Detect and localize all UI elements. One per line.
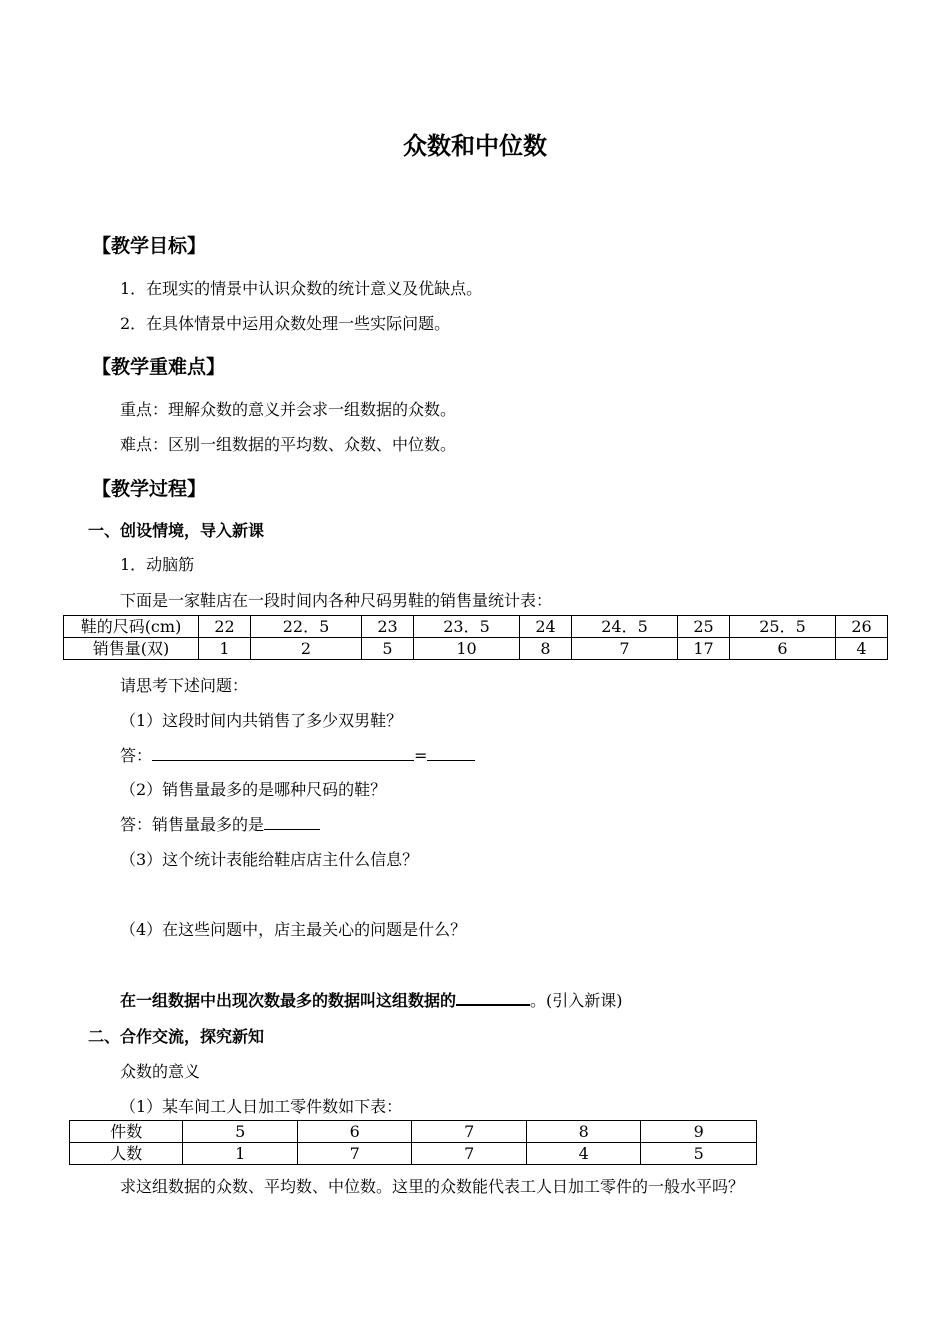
table-cell: 7: [412, 1121, 527, 1143]
part2-subheading: 众数的意义: [120, 1062, 201, 1081]
table-cell: 17: [678, 638, 730, 660]
table-cell: 1: [183, 1143, 298, 1165]
definition-line: [120, 988, 623, 1011]
answer-1-prefix: 答：: [120, 746, 153, 765]
table-cell: 5: [641, 1143, 757, 1165]
workshop-parts-table: [69, 1120, 757, 1165]
objective-item-1: 1．在现实的情景中认识众数的统计意义及优缺点。: [120, 279, 483, 298]
table-cell: 24: [520, 616, 572, 638]
table-cell: 8: [520, 638, 572, 660]
table-header-cell: 人数: [70, 1143, 183, 1165]
table-cell: 22．5: [251, 616, 362, 638]
question-part2-1: 求这组数据的众数、平均数、中位数。这里的众数能代表工人日加工零件的一般水平吗？: [120, 1177, 745, 1196]
table-cell: 25: [678, 616, 730, 638]
answer-2: [120, 812, 320, 835]
table-cell: 9: [641, 1121, 757, 1143]
table-cell: 26: [836, 616, 888, 638]
table-cell: 6: [730, 638, 836, 660]
table-cell: 7: [572, 638, 678, 660]
table-cell: 8: [526, 1121, 641, 1143]
objectives-heading: 【教学目标】: [92, 235, 207, 257]
page-title: 众数和中位数: [403, 131, 547, 160]
question-4: （4）在这些问题中，店主最关心的问题是什么？: [120, 920, 467, 939]
process-heading: 【教学过程】: [92, 478, 207, 500]
answer-1-blank[interactable]: [152, 746, 414, 761]
table-row: [64, 616, 888, 638]
answer-2-prefix: 答：销售量最多的是: [120, 815, 265, 834]
table-cell: 6: [297, 1121, 412, 1143]
table-header-cell: 鞋的尺码(cm): [64, 616, 199, 638]
shoe-sales-table: [63, 615, 888, 660]
part2-heading: 二、合作交流，探究新知: [88, 1027, 265, 1046]
table2-intro: （1）某车间工人日加工零件数如下表：: [120, 1097, 403, 1116]
part1-heading: 一、创设情境，导入新课: [88, 521, 265, 540]
table-cell: 22: [199, 616, 251, 638]
definition-text: 在一组数据中出现次数最多的数据叫这组数据的: [120, 991, 457, 1010]
table-cell: 25．5: [730, 616, 836, 638]
think-prompt: 请思考下述问题：: [120, 676, 249, 695]
definition-suffix: 。(引入新课): [530, 991, 623, 1010]
question-1: （1）这段时间内共销售了多少双男鞋？: [120, 711, 403, 730]
table-cell: 4: [836, 638, 888, 660]
part1-item-1: 1．动脑筋: [120, 555, 195, 574]
difficult-point: 难点：区别一组数据的平均数、众数、中位数。: [120, 435, 457, 454]
table-cell: 2: [251, 638, 362, 660]
question-2: （2）销售量最多的是哪种尺码的鞋？: [120, 780, 387, 799]
table-cell: 7: [412, 1143, 527, 1165]
table-cell: 5: [183, 1121, 298, 1143]
table-cell: 4: [526, 1143, 641, 1165]
important-point: 重点：理解众数的意义并会求一组数据的众数。: [120, 400, 457, 419]
answer-1-equals: =: [414, 746, 428, 765]
answer-1: [120, 743, 475, 766]
table-row: [70, 1121, 757, 1143]
answer-2-blank[interactable]: [264, 815, 320, 830]
key-points-heading: 【教学重难点】: [92, 356, 226, 378]
table-cell: 5: [362, 638, 414, 660]
table-cell: 10: [414, 638, 520, 660]
question-3: （3）这个统计表能给鞋店店主什么信息？: [120, 850, 419, 869]
answer-1-result-blank[interactable]: [427, 746, 475, 761]
table-cell: 24．5: [572, 616, 678, 638]
table-cell: 1: [199, 638, 251, 660]
table-header-cell: 销售量(双): [64, 638, 199, 660]
table-row: [70, 1143, 757, 1165]
table-row: [64, 638, 888, 660]
table1-intro: 下面是一家鞋店在一段时间内各种尺码男鞋的销售量统计表：: [120, 591, 553, 610]
table-header-cell: 件数: [70, 1121, 183, 1143]
table-cell: 23．5: [414, 616, 520, 638]
objective-item-2: 2．在具体情景中运用众数处理一些实际问题。: [120, 314, 451, 333]
table-cell: 7: [297, 1143, 412, 1165]
definition-blank[interactable]: [456, 990, 530, 1006]
table-cell: 23: [362, 616, 414, 638]
